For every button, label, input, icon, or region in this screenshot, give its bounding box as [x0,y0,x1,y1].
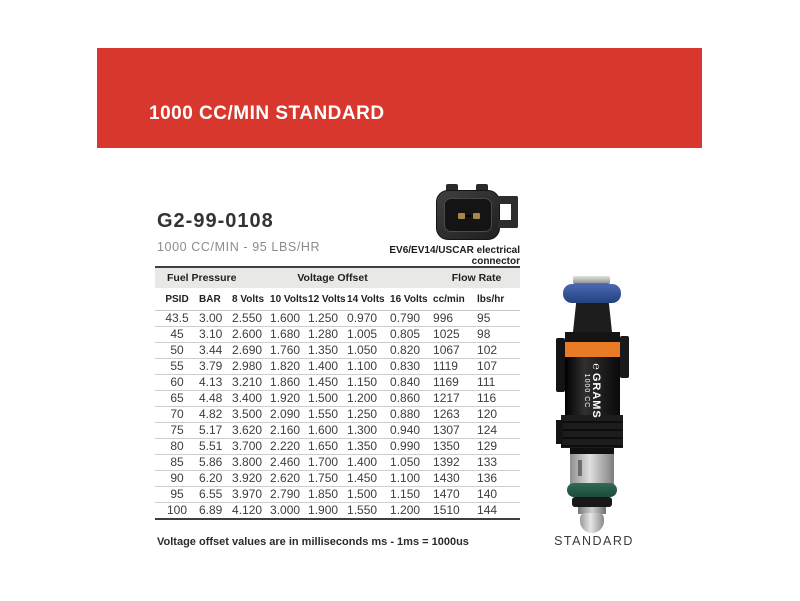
table-cell: 1.500 [347,487,390,503]
table-cell: 1.400 [308,359,347,375]
table-cell: 6.55 [199,487,232,503]
table-cell: 1.760 [270,343,308,359]
table-cell: 140 [477,487,520,503]
table-cell: 1.500 [308,391,347,407]
table-cell: 1.650 [308,439,347,455]
connector-clip [511,196,518,228]
table-cell: 0.790 [390,311,433,327]
table-cell: 116 [477,391,520,407]
table-cell: 0.830 [390,359,433,375]
connector-image [436,184,524,242]
table-cell: 2.600 [232,327,270,343]
injector-label-size: 1000 CC [583,373,590,409]
table-cell: 1.920 [270,391,308,407]
table-cell: 5.17 [199,423,232,439]
table-cell: 1.005 [347,327,390,343]
table-row [155,343,520,359]
table-cell: 1.200 [347,391,390,407]
table-cell: 0.990 [390,439,433,455]
table-cell: 3.210 [232,375,270,391]
table-cell: 3.620 [232,423,270,439]
table-cell: 4.82 [199,407,232,423]
column-header-psid: PSID [155,289,199,311]
table-cell: 80 [155,439,199,455]
table-cell: 136 [477,471,520,487]
table-cell: 3.500 [232,407,270,423]
table-cell: 1.280 [308,327,347,343]
table-cell: 100 [166,503,188,517]
table-cell: 2.620 [270,471,308,487]
table-cell: 90 [155,471,199,487]
table-cell: 2.090 [270,407,308,423]
table-cell: 1.750 [308,471,347,487]
table-cell: 1307 [433,423,477,439]
table-cell: 5.86 [199,455,232,471]
table-cell: 0.840 [390,375,433,391]
injector-nozzle-tip [580,513,604,533]
table-row [155,503,520,520]
table-cell: 1.050 [347,343,390,359]
table-cell: 1.050 [390,455,433,471]
table-cell: 1263 [433,407,477,423]
table-cell: 1.350 [347,439,390,455]
table-cell: 65 [155,391,199,407]
table-cell: 107 [477,359,520,375]
title-banner [97,48,702,148]
table-cell: 60 [155,375,199,391]
table-cell: 1.700 [308,455,347,471]
table-row [155,407,520,423]
table-cell: 45 [155,327,199,343]
table-cell: 120 [477,407,520,423]
table-cell: 6.20 [199,471,232,487]
table-cell: 4.13 [199,375,232,391]
injector-side-tab [556,338,565,392]
table-cell: 1.100 [347,359,390,375]
table-cell: 0.805 [390,327,433,343]
table-cell: 2.220 [270,439,308,455]
table-cell: 3.700 [232,439,270,455]
table-cell: 3.800 [232,455,270,471]
table-cell: 1.600 [308,423,347,439]
table-cell: 1.600 [270,311,308,327]
table-cell: 70 [155,407,199,423]
table-cell: 0.860 [390,391,433,407]
connector-pin [473,213,480,219]
part-subtitle: 1000 CC/MIN - 95 LBS/HR [157,240,321,254]
table-cell: 2.790 [270,487,308,503]
table-cell: 124 [477,423,520,439]
table-cell: 102 [477,343,520,359]
table-cell: 1.450 [308,375,347,391]
table-cell: 1.860 [270,375,308,391]
table-cell: 1.150 [347,375,390,391]
table-cell: 2.690 [232,343,270,359]
column-header-16-volts: 16 Volts [390,289,433,311]
table-cell: 1119 [433,359,477,375]
column-header-10-volts: 10 Volts [270,289,308,311]
table-cell: 95 [155,487,199,503]
column-header-14-volts: 14 Volts [347,289,390,311]
table-cell: 1025 [433,327,477,343]
table-cell: 55 [155,359,199,375]
injector-label [579,359,605,423]
table-cell: 5.51 [199,439,232,455]
table-cell: 1510 [433,503,460,517]
injector-blue-oring [563,284,621,303]
part-number: G2-99-0108 [157,210,274,232]
voltage-offset-footnote: Voltage offset values are in milliseconds ms - 1ms = 1000us [157,536,469,548]
table-cell: 133 [477,455,520,471]
table-cell: 1392 [433,455,477,471]
table-row [155,375,520,391]
connector-slot [466,215,471,217]
table-cell: 75 [155,423,199,439]
table-cell: 2.160 [270,423,308,439]
column-header-8-volts: 8 Volts [232,289,270,311]
table-body [155,311,520,520]
injector-marking [578,460,582,476]
injector-label-brand: GRAMS [590,372,602,419]
table-cell: 1067 [433,343,477,359]
table-cell: 1.680 [270,327,308,343]
table-cell: 2.460 [270,455,308,471]
flow-data-table [155,266,520,520]
table-cell: 1.300 [347,423,390,439]
injector-orange-band [565,342,620,357]
table-row [155,311,520,327]
table-cell: 1.450 [347,471,390,487]
table-cell: 0.940 [390,423,433,439]
column-header-cc-min: cc/min [433,289,477,311]
group-header-flow-rate: Flow Rate [433,267,520,289]
injector-top-cap [573,276,610,284]
table-cell: 2.550 [232,311,270,327]
page-title: 1000 CC/MIN STANDARD [149,103,385,124]
table-row [155,359,520,375]
table-cell: 98 [477,327,520,343]
table-cell: 1.850 [308,487,347,503]
table-cell: 1.900 [308,503,339,517]
table-cell: 1.150 [390,487,433,503]
table-cell: 3.920 [232,471,270,487]
table-cell: 144 [477,503,498,517]
table-cell: 1217 [433,391,477,407]
table-cell: 1.400 [347,455,390,471]
table-group-header-row [155,267,520,289]
table-row [155,487,520,503]
injector-image [552,274,632,559]
column-header-bar: BAR [199,289,232,311]
injector-side-clip [620,336,629,378]
table-cell: 0.970 [347,311,390,327]
table-row [155,471,520,487]
column-header-lbs-hr: lbs/hr [477,289,520,311]
table-row [155,423,520,439]
table-cell: 50 [155,343,199,359]
table-column-header-row [155,289,520,311]
table-cell: 1.100 [390,471,433,487]
table-cell: 4.120 [232,503,263,517]
table-cell: 129 [477,439,520,455]
table-cell: 3.000 [270,503,301,517]
table-cell: 1.550 [347,503,378,517]
table-cell: 111 [477,375,520,391]
injector-caption: STANDARD [554,534,634,548]
table-cell: 3.400 [232,391,270,407]
table-cell: 4.48 [199,391,232,407]
group-header-voltage-offset: Voltage Offset [232,267,433,289]
table-cell: 1.200 [390,503,421,517]
table-cell: 2.980 [232,359,270,375]
table-cell: 1.820 [270,359,308,375]
table-row [155,455,520,471]
injector-side-tab [556,420,563,444]
injector-bottom-collar [572,497,612,507]
table-cell: 1.550 [308,407,347,423]
table-cell: 3.00 [199,311,232,327]
table-row [155,439,520,455]
table-cell: 1169 [433,375,477,391]
connector-pin [458,213,465,219]
injector-green-oring [567,483,617,497]
table-cell: 1470 [433,487,477,503]
column-header-12-volts: 12 Volts [308,289,347,311]
table-cell: 996 [433,311,477,327]
grams-logo-icon: ℮ [590,363,602,371]
table-cell: 3.970 [232,487,270,503]
table-cell: 3.10 [199,327,232,343]
table-cell: 3.79 [199,359,232,375]
table-row [155,391,520,407]
table-cell: 0.880 [390,407,433,423]
table-cell: 1.250 [347,407,390,423]
injector-upper-body [565,332,620,342]
table-cell: 1.350 [308,343,347,359]
table-cell: 43.5 [155,311,199,327]
table-cell: 85 [155,455,199,471]
table-cell: 1430 [433,471,477,487]
group-header-fuel-pressure: Fuel Pressure [155,267,232,289]
injector-neck [573,303,612,332]
connector-caption: EV6/EV14/USCAR electrical connector [389,245,520,267]
table-cell: 0.820 [390,343,433,359]
table-cell: 3.44 [199,343,232,359]
table-row [155,327,520,343]
table-cell: 6.89 [199,503,223,517]
table-cell: 1350 [433,439,477,455]
table-cell: 1.250 [308,311,347,327]
table-cell: 95 [477,311,520,327]
injector-silver-band [570,454,614,484]
